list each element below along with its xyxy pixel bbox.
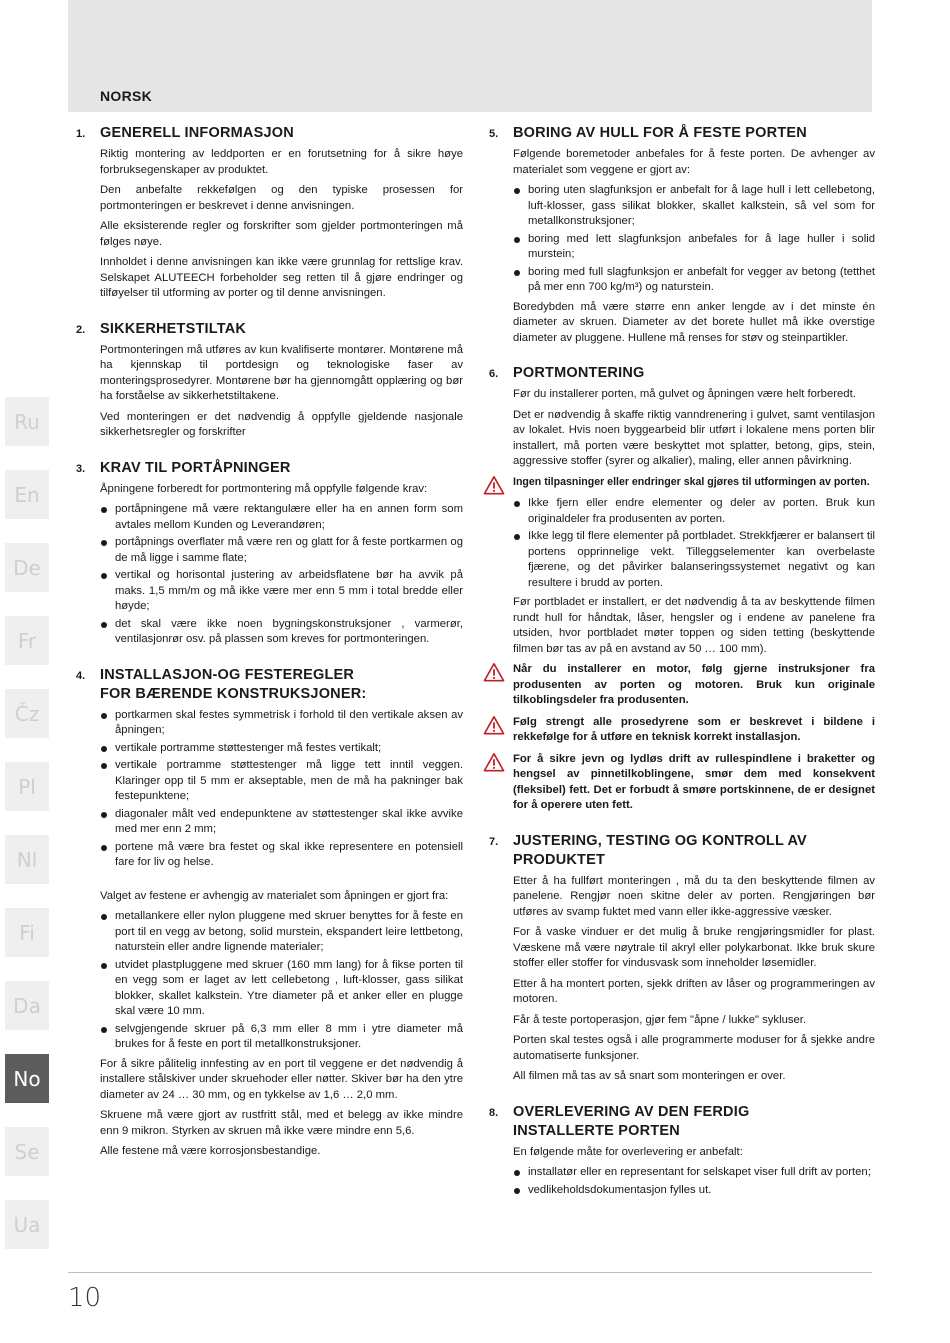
right-column [489,124,875,1216]
section-opening-requirements [76,459,463,648]
list-item: vertikale portramme støttestenger må ligge tett inntil veggen. Klaringer opp til 5 mm er akseptable, men de må ha pakninger bak festepunktene; [100,758,463,805]
section-title: BORING AV HULL FOR Å FESTE PORTEN [513,125,807,141]
section-general-info [76,124,463,302]
paragraph: Åpningene forberedt for portmontering må oppfylle følgende krav: [100,482,428,495]
paragraph: En følgende måte for overlevering er anbefalt: [513,1145,743,1158]
paragraph: Boredybden må være større enn anker lengde av i det minste én diameter av skruen. Diameter av det borete hullet må ikke overstige diameter av pluggene. Hullene må renses for støv og steinpartikler. [513,300,875,344]
lang-tab-no[interactable]: No [5,1054,49,1103]
section-number: 5. [489,128,499,140]
lang-tab-fr[interactable]: Fr [5,616,49,665]
section-number: 1. [76,128,86,140]
paragraph: For å sikre pålitelig innfesting av en port til veggene er det nødvendig å installere stålskiver under skruehoder eller nøtter. Skiver bør ha den ytre diameter av 24 … 30 mm, og en tykkelse av 1,6 … 2,0 mm. [100,1057,463,1101]
section-number: 2. [76,323,86,336]
lang-tab-fi[interactable]: Fi [5,908,49,957]
section-title-line: OVERLEVERING AV DEN FERDIG [513,1103,750,1120]
left-column [76,124,463,1178]
section-number: 7. [489,835,499,848]
section-handover [489,1103,875,1199]
bullet-list [513,183,875,296]
lang-tab-ru[interactable]: Ru [5,397,49,446]
lang-tab-pl[interactable]: Pl [5,762,49,811]
paragraph: Skruene må være gjort av rustfritt stål, med et belegg av ikke mindre enn 9 mikron. Styrken av skruen må ikke være mindre enn 5,6. [100,1109,463,1137]
paragraph: Får å teste portoperasjon, gjør fem "åpne / lukke" sykluser. [513,1013,807,1026]
list-item: Ikke fjern eller endre elementer og deler av porten. Bruk kun originaldeler fra produsenten av porten. [513,496,875,527]
list-item: selvgjengende skruer på 6,3 mm eller 8 mm i ytre diameter må brukes for å feste en port til metallkonstruksjoner. [100,1022,463,1053]
section-adjustment-testing [489,832,875,1085]
paragraph: Det er nødvendig å skaffe riktig vanndrenering i gulvet, samt ventilasjon av lokalet. Hvis noen byggearbeid blir utført i lokalene mens porten blir installert, må porten være beskyttet mot splatter, betong, gips, stein, aggressive stoffer (syrer og alkalier), maling, eller annen påvirkning. [513,408,875,467]
language-sidebar [5,397,49,1273]
lang-tab-nl[interactable]: Nl [5,835,49,884]
warning-block [513,662,875,709]
section-gate-mounting [489,364,875,814]
list-item: diagonaler målt ved endepunktene av støttestenger skal ikke avvike med mer enn 2 mm; [100,807,463,838]
section-title: KRAV TIL PORTÅPNINGER [100,459,291,476]
footer-divider [68,1272,872,1273]
header-band [68,0,872,112]
list-item: utvidet plastpluggene med skruer (160 mm lang) for å fikse porten til en vegg som er laget av lett cellebetong , luft-klosser, gass silikat blokker, skallet kalkstein. Ytre diameter på et anker eller en plugge skal være 10 mm. [100,958,463,1020]
lang-tab-ua[interactable]: Ua [5,1200,49,1249]
warning-block [513,475,875,491]
list-item: portåpnings overflater må være ren og glatt for å feste portkarmen og de må ligge i samme flate; [100,535,463,566]
lang-tab-cz[interactable]: Čz [5,689,49,738]
bullet-list [513,496,875,591]
paragraph: All filmen må tas av så snart som monteringen er over. [513,1070,786,1082]
section-title: PORTMONTERING [513,365,645,381]
section-number: 8. [489,1106,499,1119]
list-item: installatør eller en representant for selskapet viser full drift av porten; [513,1165,875,1181]
warning-block [513,752,875,814]
lang-tab-en[interactable]: En [5,470,49,519]
warning-text: For å sikre jevn og lydløs drift av rullespindlene i braketter og hengsel av pinnetilkoblingene, smør dem med konsekvent (fleksibel) fett. Det er forbudt å smøre portskinnene, de er designet for å operere uten fett. [513,752,875,811]
paragraph: Etter å ha montert porten, sjekk driften av låser og programmeringen av motoren. [513,977,875,1005]
section-title: GENERELL INFORMASJON [100,125,294,141]
warning-block [513,715,875,746]
list-item: portene må være bra festet og skal ikke representere en potensiell fare for liv og helse. [100,840,463,871]
paragraph: Etter å ha fullført monteringen , må du ta den beskyttende filmen av panelene. Rengjør noen skitne deler av porten. Rengjøringen bør utføres av svamp fuktet med vann eller ikke-aggressive væsker. [513,874,875,918]
bullet-list [513,1165,875,1198]
warning-icon [483,715,505,735]
paragraph: Følgende boremetoder anbefales for å feste porten. De avhenger av materialet som veggene er gjort av: [513,148,875,176]
paragraph: For å vaske vinduer er det mulig å bruke rengjøringsmidler for plast. Væskene må være nøytrale til akryl eller polykarbonat. Ikke bruk skure stoffer eller stoffer for vindusvask som inneholder løsemidler. [513,926,875,969]
list-item: vertikale portramme støttestenger må festes vertikalt; [100,741,463,757]
section-number: 6. [489,368,499,380]
paragraph: Ved monteringen er det nødvendig å oppfylle gjeldende nasjonale sikkerhetsregler og forskrifter [100,410,463,438]
paragraph: Porten skal testes også i alle programmerte moduser for å sjekke andre automatiserte funksjoner. [513,1034,875,1062]
section-title [100,666,366,704]
section-number: 4. [76,669,86,682]
warning-icon [483,662,505,682]
list-item: vertikal og horisontal justering av arbeidsflatene bør ha avvik på maks. 1,5 mm/m og må ikke være mer enn 5 mm i total bredde eller høyde; [100,568,463,615]
paragraph: Innholdet i denne anvisningen kan ikke være grunnlag for rettslige krav. Selskapet ALUTEECH forbeholder seg retten til å gjøre endringer og tilføyelser til utforming av porter og til denne anvisningen. [100,256,463,299]
section-number: 3. [76,462,86,475]
list-item: det skal være ikke noen bygningskonstruksjoner , varmerør, ventilasjonrør osv. på plassen som kreves for portmonteringen. [100,617,463,648]
warning-text: Når du installerer en motor, følg gjerne instruksjoner fra produsenten av porten og motoren. Bruk kun originale tilkoblingsdeler fra produsenten. [513,663,875,706]
paragraph: Valget av festene er avhengig av materialet som åpningen er gjort fra: [100,889,449,902]
list-item: vedlikeholdsdokumentasjon fylles ut. [513,1183,875,1199]
list-item: boring med lett slagfunksjon anbefales for å lage huller i solid murstein; [513,232,875,263]
paragraph: Portmonteringen må utføres av kun kvalifiserte montører. Montørene må ha kjennskap til portdesign og teknologiske faser av monteringsprosedyrer. Montørene bør ha gjennomgått opplæring og bør ha forståelse av sikkerhetstiltakene. [100,343,463,402]
lang-tab-da[interactable]: Da [5,981,49,1030]
section-title: SIKKERHETSTILTAK [100,320,247,337]
section-title: JUSTERING, TESTING OG KONTROLL AV PRODUKTET [513,832,807,868]
warning-icon [483,475,505,495]
section-title-line: INSTALLERTE PORTEN [513,1122,680,1139]
lang-tab-de[interactable]: De [5,543,49,592]
list-item: Ikke legg til flere elementer på portbladet. Strekkfjærer er balansert til portens opprinnelige vekt. Tilleggselementer kan overbelaste fjærene, og det påvirker balanseringssystemet negativt og kan resultere i brudd av porten. [513,529,875,591]
paragraph: Den anbefalte rekkefølgen og den typiske prosessen for portmonteringen er beskrevet i denne anvisningen. [100,184,463,212]
paragraph: Før portbladet er installert, er det nødvendig å ta av beskyttende filmen rundt hull for håndtak, låser, hengsler og i endene av panelene fra utsiden, hvor portbladet møter toppen og siden tetting (beskyttende filmen bør tas av på en avstand av 50 … 100 mm). [513,596,875,655]
warning-icon [483,752,505,772]
section-title [513,1103,749,1141]
paragraph: Før du installerer porten, må gulvet og åpningen være helt forberedt. [513,388,856,400]
lang-tab-se[interactable]: Se [5,1127,49,1176]
bullet-list [100,708,463,871]
section-drilling [489,124,875,346]
list-item: metallankere eller nylon pluggene med skruer benyttes for å feste en port til en vegg av betong, solid murstein, ekspandert leire lettbetong, naturstein eller andre lignende materialer; [100,909,463,956]
warning-text: Følg strengt alle prosedyrene som er beskrevet i bildene i rekkefølge for å utføre en teknisk korrekt installasjon. [513,715,875,743]
list-item: portåpningene må være rektangulære eller ha en annen form som avtales mellom Kunden og Leverandøren; [100,502,463,533]
paragraph: Alle eksisterende regler og forskrifter som gjelder portmonteringen må følges nøye. [100,220,463,248]
bullet-list [100,502,463,648]
paragraph: Riktig montering av leddporten er en forutsetning for å sikre høye forbruksegenskaper av produktet. [100,148,463,176]
section-title-line: FOR BÆRENDE KONSTRUKSJONER: [100,685,367,702]
list-item: boring med full slagfunksjon er anbefalt for vegger av betong (tetthet på mer enn 700 kg/m³) og naturstein. [513,265,875,296]
page-number: 10 [68,1283,102,1313]
section-title-line: INSTALLASJON-OG FESTEREGLER [100,666,355,683]
warning-text: Ingen tilpasninger eller endringer skal gjøres til utformingen av porten. [513,475,870,488]
language-label: NORSK [100,88,153,104]
bullet-list [100,909,463,1053]
section-installation-rules [76,666,463,1160]
section-safety [76,320,463,441]
list-item: boring uten slagfunksjon er anbefalt for å lage hull i lett cellebetong, luft-klosser, gass silikat blokker, skallet kalkstein, så vel som for metallkonstruksjoner; [513,183,875,230]
paragraph: Alle festene må være korrosjonsbestandige. [100,1145,321,1157]
list-item: portkarmen skal festes symmetrisk i forhold til den vertikale aksen av åpningen; [100,708,463,739]
